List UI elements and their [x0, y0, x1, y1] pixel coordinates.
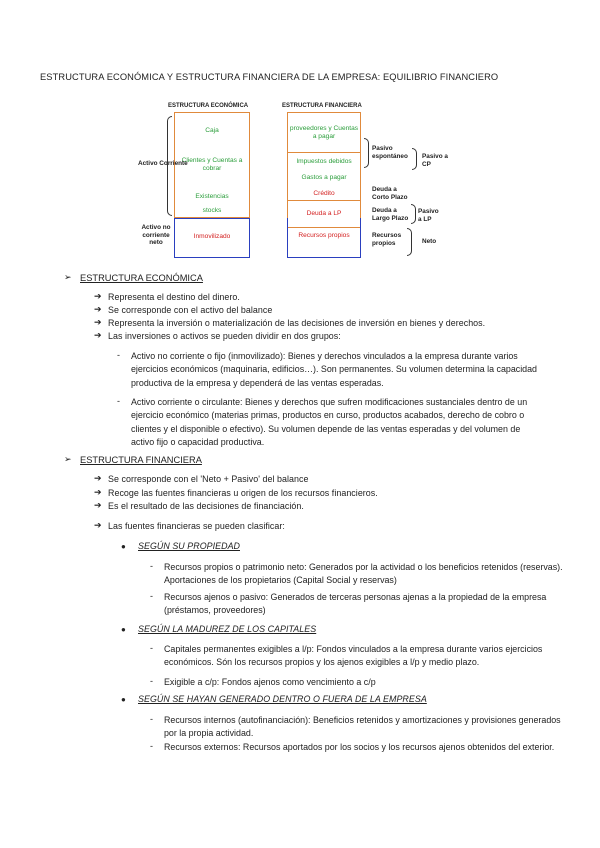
section-arrow-icon: ➢ [64, 272, 72, 282]
recursos-propios-box [287, 218, 361, 258]
arrow-icon: ➔ [94, 487, 102, 497]
existencias-label: Existencias [195, 193, 229, 200]
recursos-propios-label: Recursos propios [298, 232, 350, 239]
inmovilizado-box [174, 218, 250, 258]
deuda-largo-label: Deuda a Largo Plazo [372, 207, 409, 222]
sub-paragraph: Exigible a c/p: Fondos ajenos como vencimiento a c/p [164, 677, 376, 687]
sub-paragraph: Recursos propios o patrimonio neto: Generados por la actividad o los beneficios retenidos (reservas). Aportaciones de los propietarios (Capital Social y reservas) [164, 562, 563, 586]
list-item: Es el resultado de las decisiones de financiación. [108, 501, 304, 511]
deuda-lp-label: Deuda a LP [306, 210, 342, 217]
arrow-icon: ➔ [94, 473, 102, 483]
pasivo-cp-label: Pasivo a CP [422, 153, 448, 168]
section-heading-financiera: ESTRUCTURA FINANCIERA [80, 455, 202, 465]
caja-label: Caja [205, 127, 219, 134]
dash-bullet: - [150, 714, 153, 724]
dash-bullet: - [117, 350, 120, 360]
classification-heading: SEGÚN LA MADUREZ DE LOS CAPITALES [138, 624, 317, 634]
impuestos-label: Impuestos debidos [296, 158, 352, 165]
arrow-icon: ➔ [94, 291, 102, 301]
pasivo-lp-label: Pasivo a LP [418, 208, 439, 223]
arrow-icon: ➔ [94, 500, 102, 510]
sub-paragraph: Recursos internos (autofinanciación): Beneficios retenidos y amortizaciones y provisiones generados por la propia actividad. [164, 715, 561, 739]
sub-paragraph: Activo no corriente o fijo (inmovilizado): Bienes y derechos vinculados a la empresa durante varios ejercicios económicos (maquinaria, edificios…). Son permanentes. Su volumen determina la capacidad productiva de la empresa y dependerá de las ventas esperadas. [131, 351, 537, 388]
dash-bullet: - [150, 741, 153, 751]
dash-bullet: - [150, 561, 153, 571]
arrow-icon: ➔ [94, 317, 102, 327]
arrow-icon: ➔ [94, 304, 102, 314]
classification-heading: SEGÚN SE HAYAN GENERADO DENTRO O FUERA DE LA EMPRESA [138, 694, 427, 704]
stocks-label: stocks [202, 207, 222, 214]
classification-heading: SEGÚN SU PROPIEDAD [138, 541, 240, 551]
list-item: Representa el destino del dinero. [108, 292, 240, 302]
inmovilizado-label: Inmovilizado [193, 233, 231, 240]
pasivo-espontaneo-label: Pasivo espontáneo [372, 145, 408, 160]
clientes-label: Clientes y Cuentas a cobrar [181, 157, 243, 172]
list-item: Representa la inversión o materialización de las decisiones de inversión en bienes y derechos. [108, 318, 486, 328]
sub-paragraph: Capitales permanentes exigibles a l/p: Fondos vinculados a la empresa durante varios ejercicios económicos. Són los recursos propios y los ajenos exigibles a l/p y medio plazo. [164, 644, 543, 668]
neto-label: Neto [422, 238, 437, 245]
bullet-icon: ● [121, 542, 126, 551]
list-item: Las inversiones o activos se pueden dividir en dos grupos: [108, 331, 341, 341]
dash-bullet: - [150, 676, 153, 686]
credito-label: Crédito [313, 190, 335, 197]
list-item: Recoge las fuentes financieras u origen de los recursos financieros. [108, 488, 378, 498]
sub-paragraph: Recursos ajenos o pasivo: Generados de terceras personas ajenas a la propiedad de la empresa (préstamos, proveedores) [164, 592, 547, 616]
activo-corriente-brace [167, 116, 172, 216]
header-estructura-financiera: ESTRUCTURA FINANCIERA [282, 103, 362, 109]
dash-bullet: - [117, 396, 120, 406]
impuestos-box [287, 152, 361, 200]
page-title: ESTRUCTURA ECONÓMICA Y ESTRUCTURA FINANCIERA DE LA EMPRESA: EQUILIBRIO FINANCIERO [40, 72, 499, 82]
deuda-corto-label: Deuda a Corto Plazo [372, 186, 408, 201]
proveedores-box [287, 112, 361, 152]
section-arrow-icon: ➢ [64, 454, 72, 464]
activo-no-corriente-label: Activo no corriente neto [141, 224, 171, 246]
neto-brace [407, 228, 412, 256]
gastos-label: Gastos a pagar [301, 174, 347, 181]
pasivo-cp-brace [412, 148, 417, 170]
arrow-icon: ➔ [94, 330, 102, 340]
list-item: Se corresponde con el activo del balance [108, 305, 273, 315]
list-item: Las fuentes financieras se pueden clasificar: [108, 521, 285, 531]
bullet-icon: ● [121, 695, 126, 704]
pasivo-espontaneo-brace [364, 138, 369, 168]
dash-bullet: - [150, 591, 153, 601]
proveedores-label: proveedores y Cuentas a pagar [289, 125, 359, 140]
list-item: Se corresponde con el 'Neto + Pasivo' del balance [108, 474, 309, 484]
arrow-icon: ➔ [94, 520, 102, 530]
recursos-propios-side-label: Recursos propios [372, 232, 402, 247]
pasivo-lp-brace [411, 204, 416, 224]
sub-paragraph: Activo corriente o circulante: Bienes y derechos que sufren modificaciones sustanciales dentro de un ejercicio económico (materias primas, productos en curso, productos acabados, derecho de cobro o clientes y el disponible o efectivo). Su volumen depende de las ventas esperadas y del volumen de activo fijo o capacidad productiva. [131, 397, 528, 447]
sub-paragraph: Recursos externos: Recursos aportados por los socios y los recursos ajenos obtenidos del exterior. [164, 742, 555, 752]
bullet-icon: ● [121, 625, 126, 634]
activo-corriente-label: Activo Corriente [138, 160, 188, 167]
section-heading-economica: ESTRUCTURA ECONÓMICA [80, 273, 203, 283]
dash-bullet: - [150, 643, 153, 653]
header-estructura-economica: ESTRUCTURA ECONÓMICA [168, 103, 249, 109]
